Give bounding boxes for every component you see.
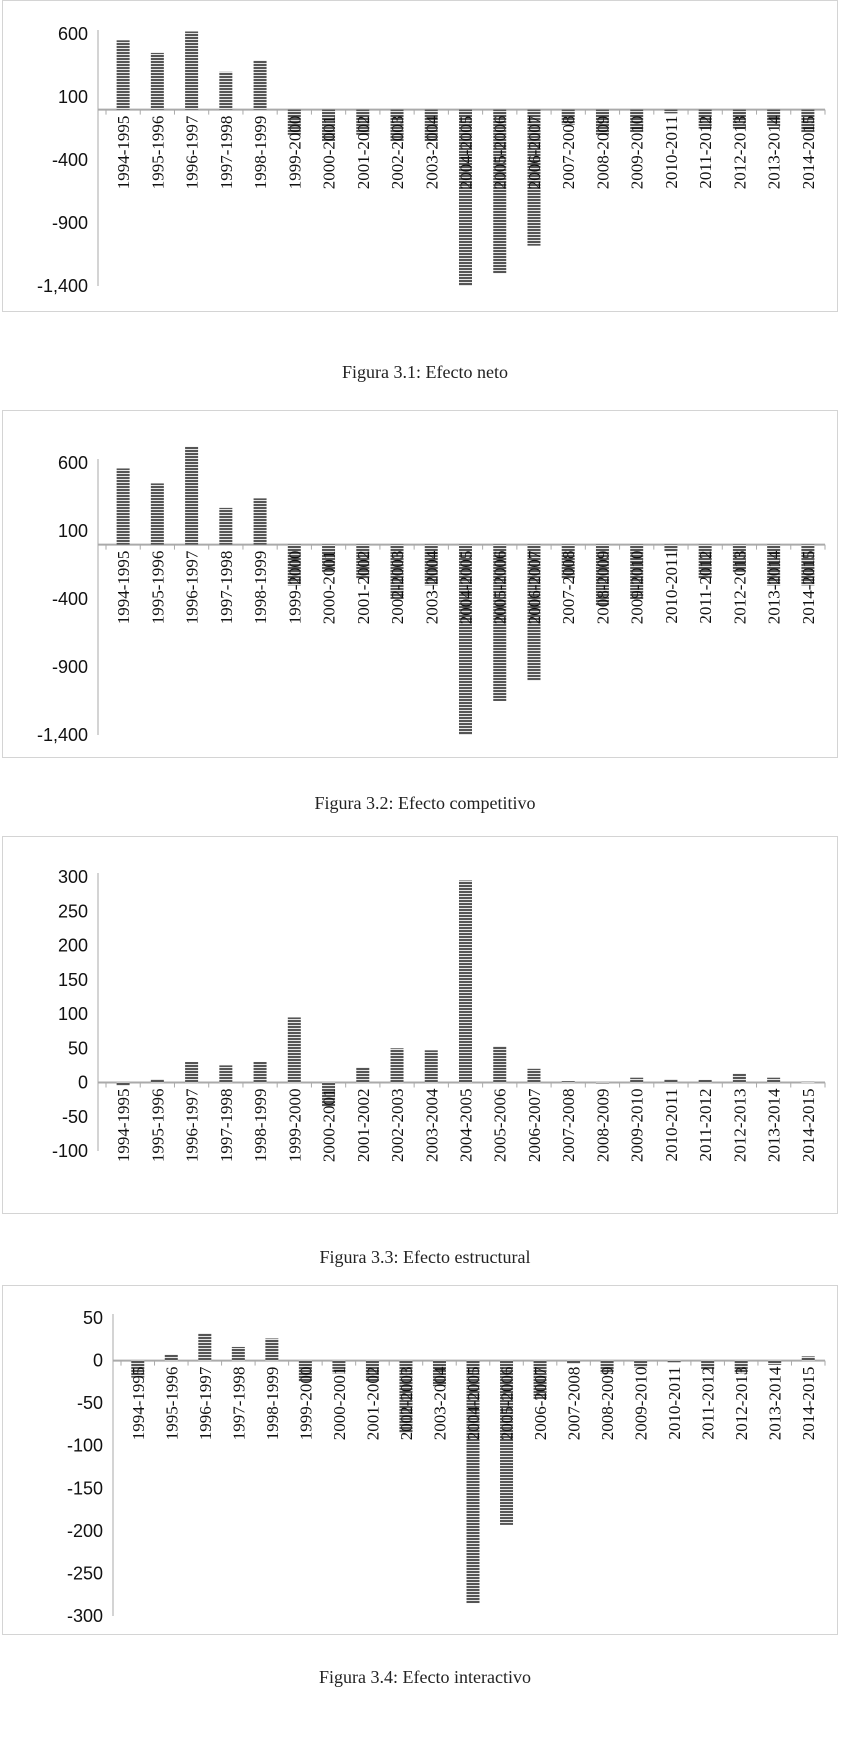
- x-tick-label: 1996-1997: [182, 115, 202, 190]
- y-tick-label: 50: [67, 1038, 88, 1059]
- x-tick-label: 2001-2002: [353, 1088, 373, 1163]
- x-tick-label: 2003-2004: [422, 115, 442, 190]
- x-tick-label: 2006-2007: [524, 115, 544, 190]
- x-tick-label: 2008-2009: [593, 1088, 613, 1163]
- x-tick-label: 2001-2002: [363, 1366, 383, 1441]
- y-tick-label: 150: [57, 969, 88, 990]
- x-tick-label: 2009-2010: [627, 115, 647, 190]
- x-tick-label: 2008-2009: [593, 550, 613, 625]
- bar: [117, 40, 130, 109]
- x-tick-label: 2010-2011: [665, 1366, 685, 1440]
- bar: [185, 447, 198, 545]
- x-tick-label: 2003-2004: [422, 550, 442, 625]
- y-tick-label: -1,400: [36, 276, 88, 296]
- x-tick-label: 2013-2014: [765, 1366, 785, 1441]
- bar: [733, 1074, 746, 1083]
- bar: [151, 1079, 164, 1082]
- x-tick-label: 2002-2003: [388, 550, 408, 625]
- y-tick-label: -400: [51, 150, 88, 170]
- bar: [802, 1356, 815, 1360]
- bar: [596, 1083, 609, 1084]
- y-tick-label: 600: [57, 453, 88, 473]
- x-tick-label: 2004-2005: [456, 550, 476, 625]
- bar: [198, 1333, 211, 1360]
- bar: [664, 545, 677, 552]
- bar: [185, 1062, 198, 1083]
- bar: [768, 1361, 781, 1365]
- y-tick-label: -900: [51, 213, 88, 233]
- x-tick-label: 2014-2015: [798, 115, 818, 190]
- y-tick-label: -250: [66, 1563, 103, 1584]
- x-tick-label: 2010-2011: [661, 115, 681, 189]
- x-tick-label: 1994-1995: [114, 550, 134, 625]
- x-tick-label: 1997-1998: [216, 115, 236, 190]
- bar: [356, 1067, 369, 1082]
- x-tick-label: 2008-2009: [593, 115, 613, 190]
- y-tick-label: 100: [57, 87, 88, 107]
- x-tick-label: 2011-2012: [696, 115, 716, 189]
- bar: [801, 1082, 814, 1083]
- x-tick-label: 2001-2002: [353, 550, 373, 625]
- bar: [117, 468, 130, 544]
- x-tick-label: 1996-1997: [182, 550, 202, 625]
- y-tick-label: 200: [57, 935, 88, 956]
- x-tick-label: 2014-2015: [798, 1088, 818, 1163]
- bar: [232, 1347, 245, 1361]
- bar: [527, 1069, 540, 1083]
- x-tick-label: 2005-2006: [490, 115, 510, 190]
- x-tick-label: 2014-2015: [798, 550, 818, 625]
- x-tick-label: 1999-2000: [285, 1088, 305, 1163]
- x-tick-label: 1997-1998: [216, 550, 236, 625]
- x-tick-label: 2011-2012: [698, 1366, 718, 1440]
- chart-efecto-competitivo-svg: [3, 411, 837, 757]
- x-tick-label: 2011-2012: [696, 550, 716, 624]
- bar: [425, 1050, 438, 1082]
- x-tick-label: 1997-1998: [216, 1088, 236, 1163]
- bar: [634, 1361, 647, 1368]
- chart-efecto-neto: [2, 0, 838, 312]
- x-tick-label: 2005-2006: [490, 1088, 510, 1163]
- x-tick-label: 2004-2005: [456, 115, 476, 190]
- chart-efecto-competitivo: [2, 410, 838, 758]
- x-tick-label: 2012-2013: [730, 115, 750, 190]
- bar: [254, 498, 267, 544]
- bar: [699, 1080, 712, 1083]
- x-tick-label: 2012-2013: [732, 1366, 752, 1441]
- x-tick-label: 2013-2014: [764, 550, 784, 625]
- x-tick-label: 2002-2003: [396, 1366, 416, 1441]
- bar: [219, 508, 232, 545]
- x-tick-label: 2004-2005: [456, 1088, 476, 1163]
- x-tick-label: 1994-1995: [114, 115, 134, 190]
- y-tick-label: 600: [57, 24, 88, 44]
- chart-efecto-estructural-svg: [3, 837, 837, 1213]
- x-tick-label: 2003-2004: [422, 1088, 442, 1163]
- x-tick-label: 2014-2015: [799, 1366, 819, 1441]
- y-tick-label: 100: [57, 521, 88, 541]
- bar: [493, 1046, 506, 1082]
- bar: [185, 31, 198, 109]
- x-tick-label: 2003-2004: [430, 1366, 450, 1441]
- x-tick-label: 2004-2005: [464, 1366, 483, 1441]
- x-tick-label: 1998-1999: [251, 550, 271, 625]
- x-tick-label: 1999-2000: [296, 1366, 316, 1441]
- bar: [567, 1361, 580, 1364]
- x-tick-label: 1994-1995: [114, 1088, 134, 1163]
- x-tick-label: 2000-2001: [329, 1366, 349, 1441]
- bar: [664, 110, 677, 114]
- x-tick-label: 2007-2008: [559, 1088, 579, 1163]
- y-tick-label: 0: [77, 1072, 88, 1093]
- bar: [391, 1048, 404, 1082]
- x-tick-label: 2000-2001: [319, 550, 339, 625]
- y-tick-label: 50: [82, 1308, 103, 1328]
- y-tick-label: -100: [51, 1141, 88, 1161]
- y-tick-label: -300: [66, 1606, 103, 1626]
- x-tick-label: 2006-2007: [524, 550, 544, 625]
- y-tick-label: -100: [66, 1435, 103, 1456]
- x-tick-label: 1995-1996: [162, 1366, 182, 1441]
- x-tick-label: 1998-1999: [262, 1366, 282, 1441]
- caption-efecto-competitivo: Figura 3.2: Efecto competitivo: [314, 793, 536, 813]
- chart-efecto-neto-svg: [3, 1, 837, 311]
- x-tick-label: 2007-2008: [564, 1366, 584, 1441]
- x-tick-label: 2000-2001: [319, 115, 339, 190]
- x-tick-label: 1995-1996: [148, 1088, 168, 1163]
- y-tick-label: 300: [57, 867, 88, 887]
- y-tick-label: -200: [66, 1520, 103, 1541]
- x-tick-label: 1998-1999: [251, 1088, 271, 1163]
- x-tick-label: 2009-2010: [627, 1088, 647, 1163]
- x-tick-label: 1994-1995: [128, 1366, 148, 1441]
- x-tick-label: 2012-2013: [730, 550, 750, 625]
- y-tick-label: 100: [57, 1004, 88, 1024]
- x-tick-label: 1999-2000: [285, 115, 305, 190]
- y-tick-label: -900: [51, 657, 88, 677]
- bar: [254, 1062, 267, 1083]
- caption-efecto-neto: Figura 3.1: Efecto neto: [342, 362, 508, 382]
- x-tick-label: 2007-2008: [559, 115, 579, 190]
- bar: [630, 1078, 643, 1083]
- x-tick-label: 1997-1998: [229, 1366, 249, 1441]
- x-tick-label: 1998-1999: [251, 115, 271, 190]
- x-tick-label: 2009-2010: [631, 1366, 651, 1441]
- x-tick-label: 2010-2011: [661, 1088, 681, 1162]
- chart-efecto-interactivo: [2, 1285, 838, 1635]
- x-tick-label: 2008-2009: [598, 1366, 618, 1441]
- x-tick-label: 2013-2014: [764, 1088, 784, 1163]
- x-tick-label: 2001-2002: [353, 115, 373, 190]
- x-tick-label: 2012-2013: [730, 1088, 750, 1163]
- bar: [165, 1355, 178, 1361]
- y-tick-label: -150: [66, 1478, 103, 1499]
- y-tick-label: 250: [57, 901, 88, 922]
- x-tick-label: 2005-2006: [497, 1366, 517, 1441]
- chart-efecto-estructural: [2, 836, 838, 1214]
- x-tick-label: 2002-2003: [388, 115, 408, 190]
- bar: [767, 1078, 780, 1083]
- bar: [151, 483, 164, 544]
- bar: [219, 72, 232, 110]
- x-tick-label: 1999-2000: [285, 550, 305, 625]
- bar: [459, 880, 472, 1082]
- x-tick-label: 2010-2011: [661, 550, 681, 624]
- y-tick-label: -400: [51, 589, 88, 609]
- x-tick-label: 2000-2001: [319, 1088, 339, 1163]
- x-tick-label: 2005-2006: [490, 550, 510, 625]
- x-tick-label: 2006-2007: [524, 1088, 544, 1163]
- bar: [265, 1338, 278, 1360]
- x-tick-label: 1995-1996: [148, 550, 168, 625]
- x-tick-label: 2009-2010: [627, 550, 647, 625]
- y-tick-label: -50: [76, 1393, 103, 1414]
- bar: [288, 1017, 301, 1082]
- y-tick-label: 0: [92, 1350, 103, 1371]
- bar: [664, 1079, 677, 1082]
- x-tick-label: 1996-1997: [182, 1088, 202, 1163]
- y-tick-label: -50: [61, 1106, 88, 1127]
- bar: [254, 60, 267, 109]
- chart-efecto-interactivo-svg: [3, 1286, 837, 1634]
- caption-efecto-estructural: Figura 3.3: Efecto estructural: [319, 1247, 531, 1267]
- bar: [668, 1361, 681, 1363]
- x-tick-label: 2007-2008: [559, 550, 579, 625]
- x-tick-label: 2011-2012: [696, 1088, 716, 1162]
- caption-efecto-interactivo: Figura 3.4: Efecto interactivo: [319, 1667, 531, 1687]
- bar: [151, 53, 164, 110]
- y-tick-label: -1,400: [36, 725, 88, 745]
- bar: [117, 1083, 130, 1086]
- x-tick-label: 1995-1996: [148, 115, 168, 190]
- x-tick-label: 2002-2003: [388, 1088, 408, 1163]
- x-tick-label: 2006-2007: [531, 1366, 551, 1441]
- x-tick-label: 1996-1997: [195, 1366, 215, 1441]
- x-tick-label: 2013-2014: [764, 115, 784, 190]
- bar: [562, 1081, 575, 1082]
- bar: [219, 1065, 232, 1082]
